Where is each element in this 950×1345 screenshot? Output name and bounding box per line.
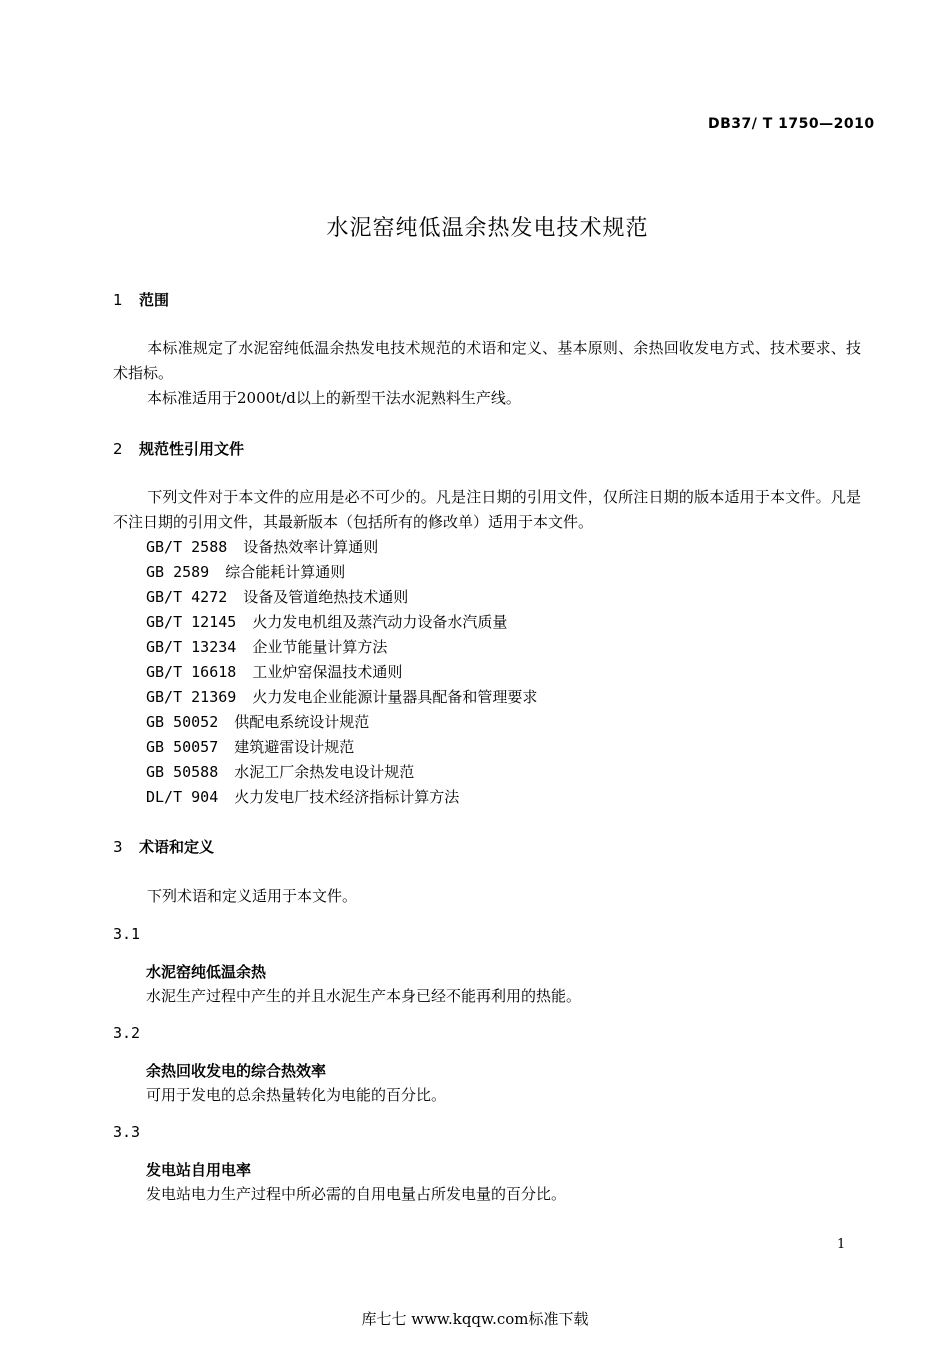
reference-title: 工业炉窑保温技术通则	[252, 663, 403, 681]
section-2-heading	[113, 438, 244, 459]
section-title: 规范性引用文件	[139, 440, 245, 458]
reference-code: GB 50588	[146, 763, 219, 781]
term-name: 余热回收发电的综合热效率	[146, 1062, 327, 1080]
reference-title: 企业节能量计算方法	[252, 638, 388, 656]
section-1-paragraph-1	[113, 336, 861, 386]
page-number: 1	[837, 1237, 846, 1252]
section-number: 2	[113, 440, 123, 458]
reference-code: GB/T 2588	[146, 538, 228, 556]
section-3-heading	[113, 836, 214, 857]
reference-code: GB/T 16618	[146, 663, 237, 681]
reference-item	[146, 785, 459, 810]
reference-code: GB/T 4272	[146, 588, 228, 606]
reference-title: 供配电系统设计规范	[234, 713, 370, 731]
reference-item	[146, 710, 369, 735]
section-title: 范围	[139, 291, 170, 309]
section-number: 3	[113, 838, 123, 856]
section-2-paragraph	[113, 485, 861, 535]
reference-item	[146, 760, 414, 785]
term-definition: 发电站电力生产过程中所必需的自用电量占所发电量的百分比。	[146, 1185, 567, 1203]
reference-title: 设备热效率计算通则	[243, 538, 379, 556]
paragraph-text: 本标准规定了水泥窑纯低温余热发电技术规范的术语和定义、基本原则、余热回收发电方式、技术要求、技术指标。	[113, 339, 861, 382]
term-name: 水泥窑纯低温余热	[146, 963, 267, 981]
reference-item	[146, 685, 537, 710]
reference-item	[146, 635, 387, 660]
term-definition: 可用于发电的总余热量转化为电能的百分比。	[146, 1086, 447, 1104]
reference-item	[146, 585, 408, 610]
reference-code: GB/T 12145	[146, 613, 237, 631]
standard-code: DB37/ T 1750—2010	[708, 116, 875, 132]
paragraph-text: 本标准适用于2000t/d以上的新型干法水泥熟料生产线。	[147, 389, 521, 407]
reference-code: GB/T 13234	[146, 638, 237, 656]
reference-code: DL/T 904	[146, 788, 219, 806]
reference-code: GB 50057	[146, 738, 219, 756]
section-1-heading	[113, 289, 169, 310]
reference-item	[146, 660, 402, 685]
term-number: 3.2	[113, 1024, 141, 1042]
document-title: 水泥窑纯低温余热发电技术规范	[326, 216, 649, 241]
reference-title: 火力发电机组及蒸汽动力设备水汽质量	[252, 613, 508, 631]
reference-title: 火力发电企业能源计量器具配备和管理要求	[252, 688, 538, 706]
term-number: 3.3	[113, 1123, 141, 1141]
section-1-paragraph-2	[113, 386, 861, 411]
reference-code: GB/T 21369	[146, 688, 237, 706]
reference-title: 建筑避雷设计规范	[234, 738, 355, 756]
reference-item	[146, 735, 354, 760]
term-name: 发电站自用电率	[146, 1161, 252, 1179]
term-number: 3.1	[113, 925, 141, 943]
section-3-paragraph	[113, 884, 861, 909]
reference-code: GB 50052	[146, 713, 219, 731]
paragraph-text: 下列术语和定义适用于本文件。	[147, 887, 358, 905]
reference-title: 设备及管道绝热技术通则	[243, 588, 409, 606]
reference-item	[146, 535, 378, 560]
section-title: 术语和定义	[139, 838, 215, 856]
reference-item	[146, 610, 507, 635]
term-definition: 水泥生产过程中产生的并且水泥生产本身已经不能再利用的热能。	[146, 987, 582, 1005]
footer-watermark: 库七七 www.kqqw.com标准下载	[361, 1310, 589, 1328]
reference-title: 综合能耗计算通则	[225, 563, 346, 581]
reference-code: GB 2589	[146, 563, 210, 581]
reference-title: 水泥工厂余热发电设计规范	[234, 763, 415, 781]
reference-item	[146, 560, 345, 585]
reference-title: 火力发电厂技术经济指标计算方法	[234, 788, 460, 806]
section-number: 1	[113, 291, 123, 309]
paragraph-text: 下列文件对于本文件的应用是必不可少的。凡是注日期的引用文件，仅所注日期的版本适用于本文件。凡是不注日期的引用文件，其最新版本（包括所有的修改单）适用于本文件。	[113, 488, 861, 531]
